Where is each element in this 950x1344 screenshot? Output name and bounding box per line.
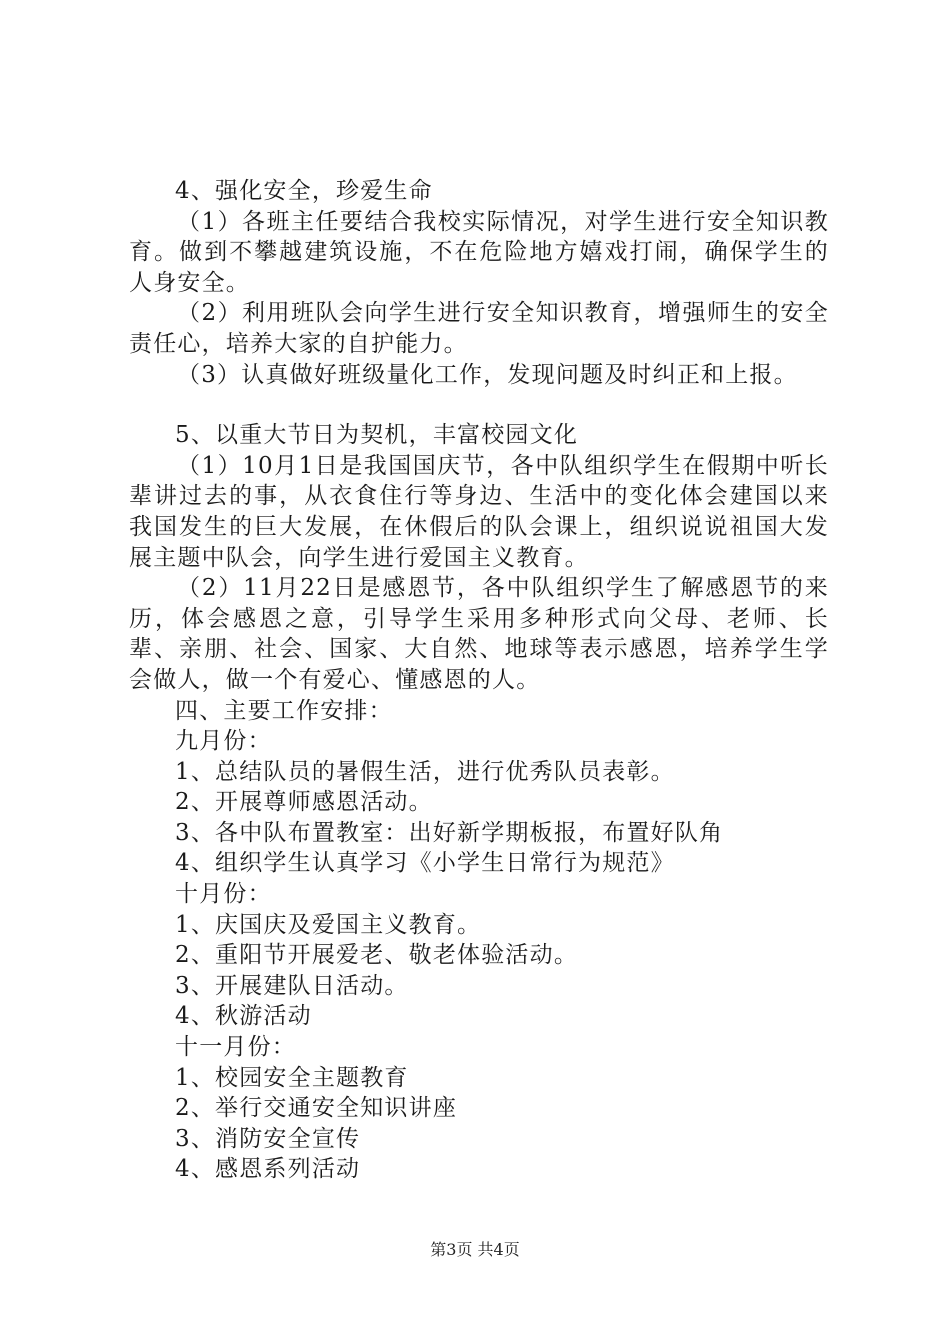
section-5-heading: 5、以重大节日为契机，丰富校园文化 <box>175 422 579 449</box>
november-label: 十一月份： <box>175 1034 296 1061</box>
november-item-1: 1、校园安全主题教育 <box>175 1064 409 1091</box>
section-5-item-2: （2）11月22日是感恩节，各中队组织学生了解感恩节的来历，体会感恩之意，引导学生采用多种形式向父母、老师、长辈、亲朋、社会、国家、大自然、地球等表示感恩，培养学生学会做人，做一个有爱心、懂感恩的人。 <box>129 575 829 693</box>
november-item-2: 2、举行交通安全知识讲座 <box>175 1095 458 1122</box>
october-item-2: 2、重阳节开展爱老、敬老体验活动。 <box>175 942 579 969</box>
paragraph-gap <box>129 390 829 420</box>
page-footer: 第3页 共4页 <box>430 1240 520 1259</box>
section-4-item-1: （1）各班主任要结合我校实际情况，对学生进行安全知识教育。做到不攀越建筑设施，不在危险地方嬉戏打闹，确保学生的人身安全。 <box>129 208 829 296</box>
october-item-1: 1、庆国庆及爱国主义教育。 <box>175 911 482 938</box>
october-label: 十月份： <box>175 881 272 908</box>
september-item-2: 2、开展尊师感恩活动。 <box>175 789 433 816</box>
november-item-3: 3、消防安全宣传 <box>175 1125 361 1152</box>
october-item-4: 4、秋游活动 <box>175 1003 312 1030</box>
section-4-item-2: （2）利用班队会向学生进行安全知识教育，增强师生的安全责任心，培养大家的自护能力。 <box>129 300 829 357</box>
november-item-4: 4、感恩系列活动 <box>175 1156 361 1183</box>
document-body <box>129 176 829 1185</box>
september-item-3: 3、各中队布置教室：出好新学期板报，布置好队角 <box>175 819 724 846</box>
section-4-heading: 4、强化安全，珍爱生命 <box>175 178 433 204</box>
september-item-4: 4、组织学生认真学习《小学生日常行为规范》 <box>175 850 675 877</box>
september-label: 九月份： <box>175 728 272 755</box>
section-5-item-1: （1）10月1日是我国国庆节，各中队组织学生在假期中听长辈讲过去的事，从衣食住行等身边、生活中的变化体会建国以来我国发生的巨大发展，在休假后的队会课上，组织说说祖国大发展主题中队会，向学生进行爱国主义教育。 <box>129 452 829 571</box>
october-item-3: 3、开展建队日活动。 <box>175 972 409 999</box>
schedule-heading: 四、主要工作安排： <box>175 697 393 724</box>
section-4-item-3: （3）认真做好班级量化工作，发现问题及时纠正和上报。 <box>177 361 798 388</box>
september-item-1: 1、总结队员的暑假生活，进行优秀队员表彰。 <box>175 758 675 785</box>
